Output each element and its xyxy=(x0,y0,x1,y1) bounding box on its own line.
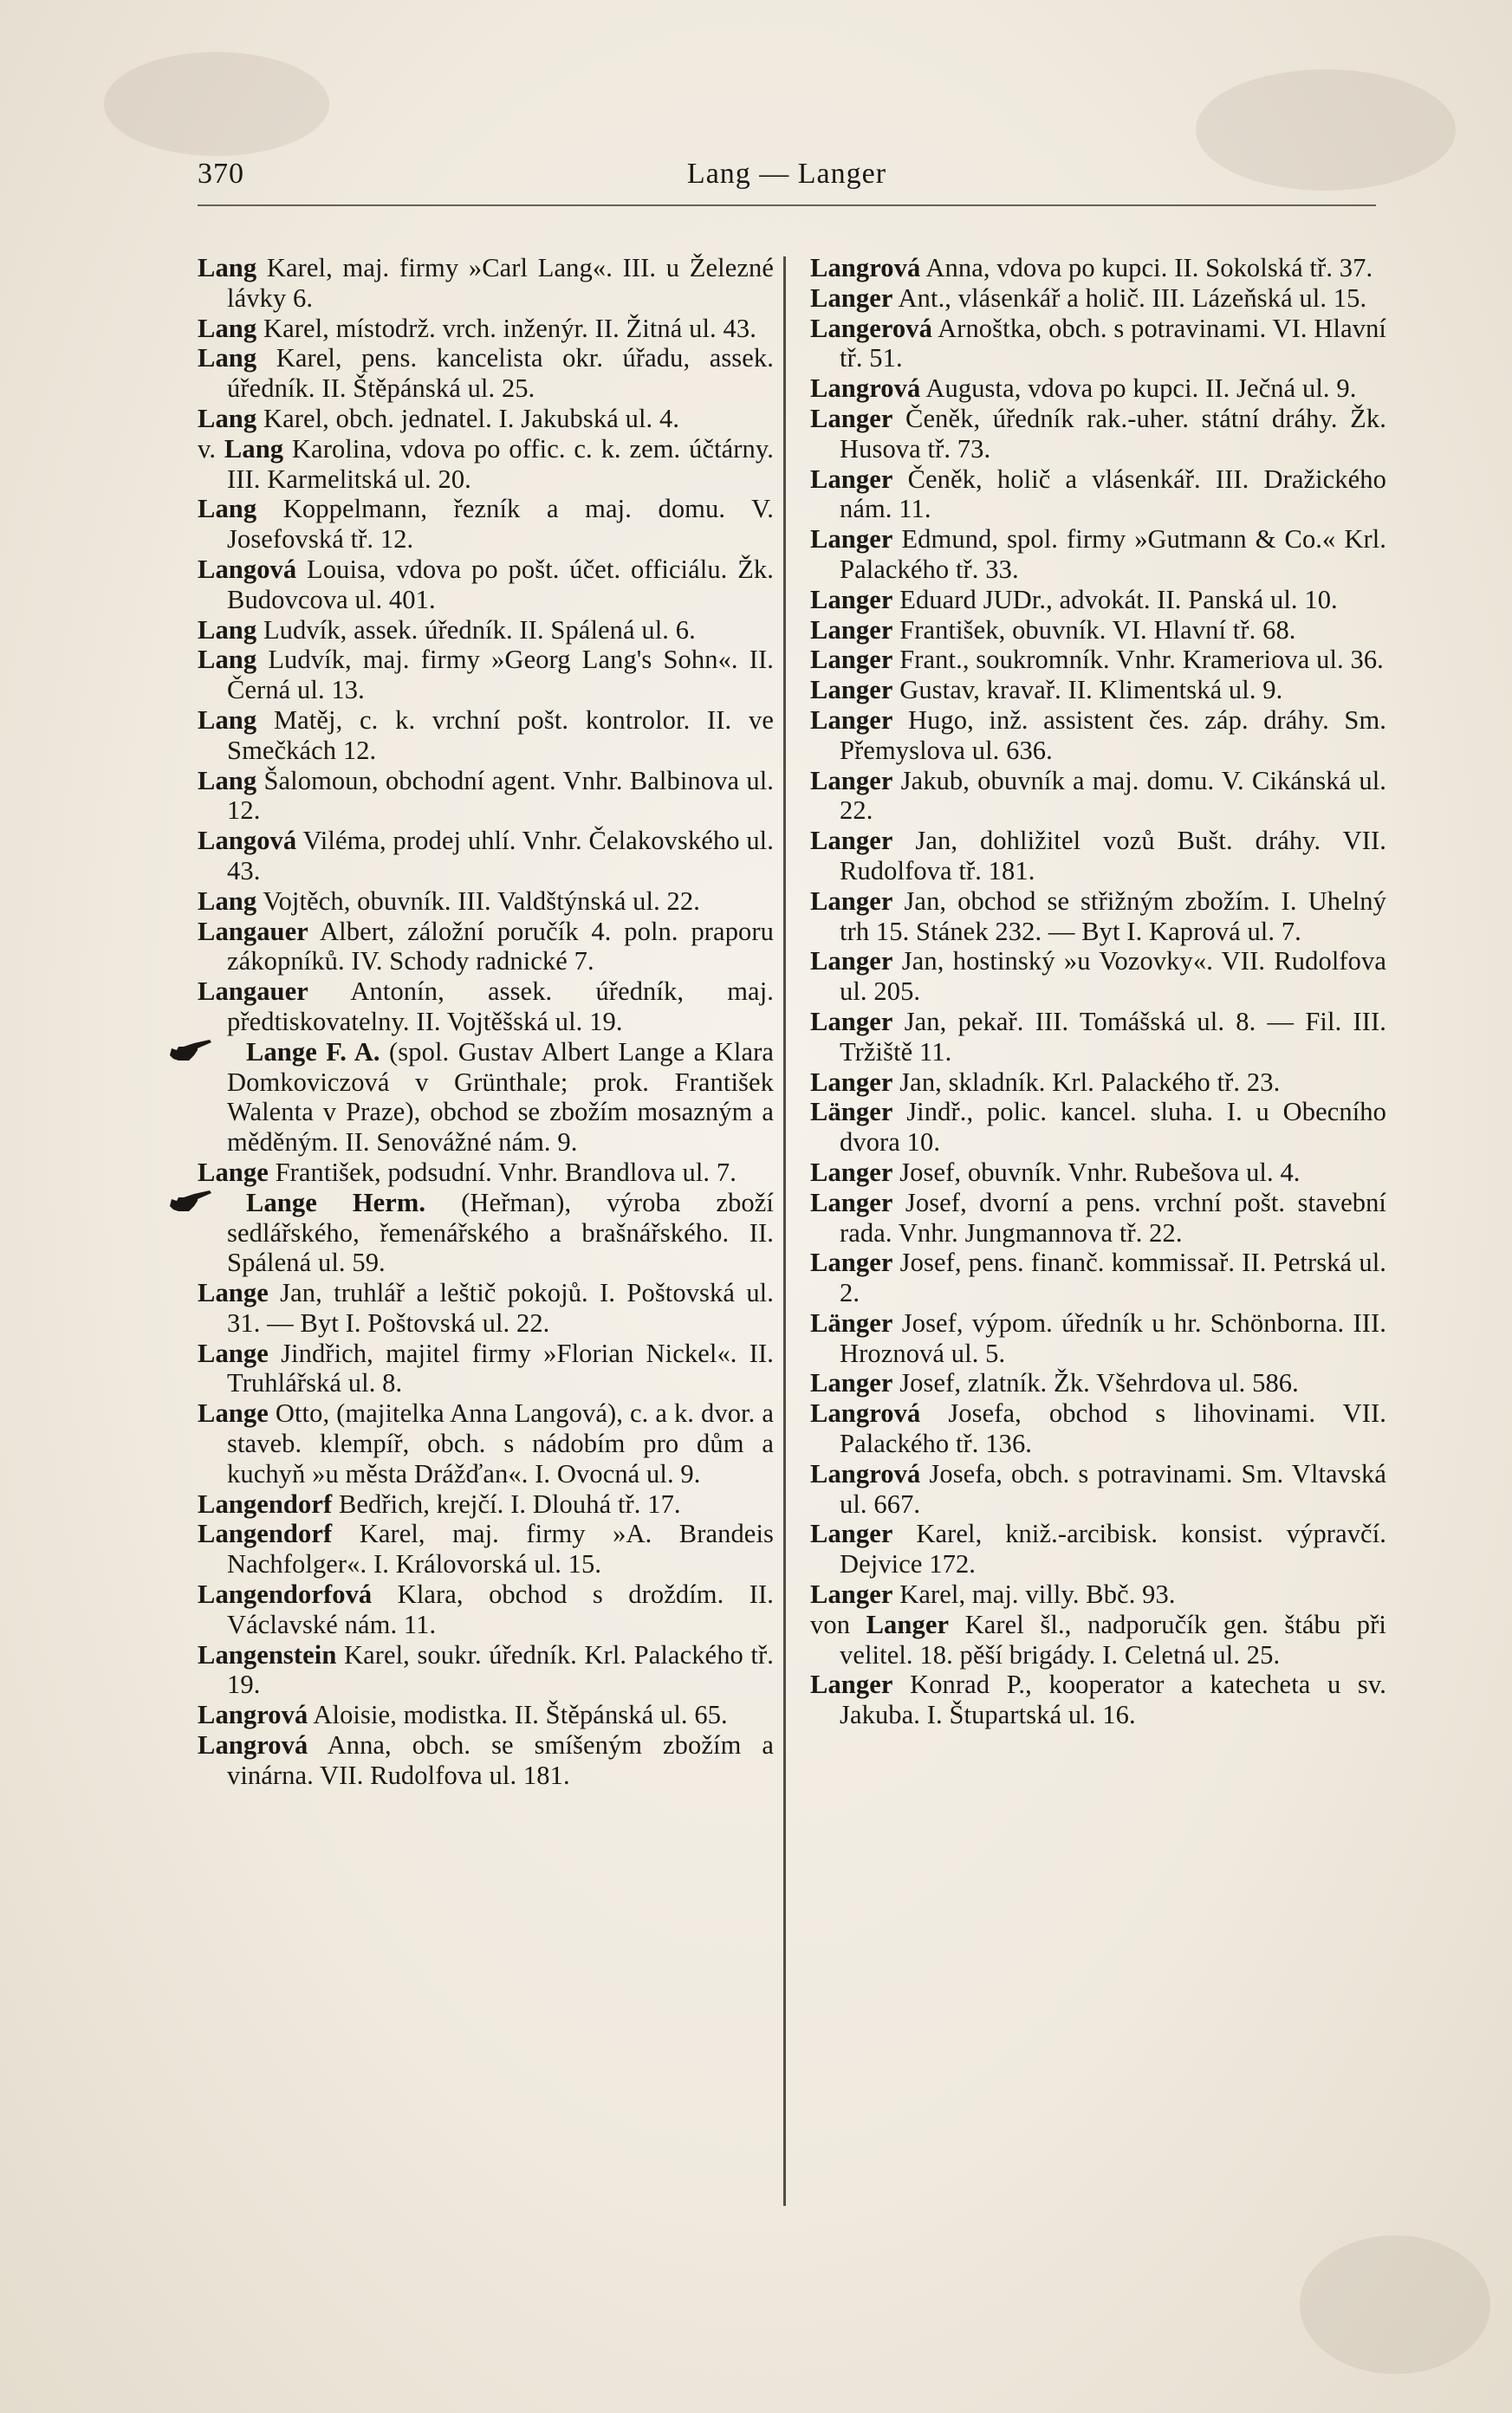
directory-entry xyxy=(198,645,774,705)
entry-surname: Langer xyxy=(810,765,893,795)
directory-entry xyxy=(198,1339,774,1399)
entry-surname: Langer xyxy=(810,464,893,494)
entry-surname: Langer xyxy=(810,826,893,856)
directory-entry xyxy=(810,766,1386,827)
directory-entry xyxy=(810,404,1386,464)
entry-details: Jindřich, majitel firmy »Florian Nickel«. II. Truhlářská ul. 8. xyxy=(227,1338,774,1398)
directory-entry xyxy=(810,524,1386,585)
pointing-hand-icon xyxy=(198,1189,243,1215)
entry-surname: Langerová xyxy=(810,313,932,343)
directory-entry xyxy=(810,1610,1386,1670)
directory-entry xyxy=(810,645,1386,675)
directory-entry xyxy=(198,343,774,404)
entry-details: Jindř., polic. kancel. sluha. I. u Obecního dvora 10. xyxy=(840,1097,1386,1158)
entry-surname: Langer xyxy=(810,704,893,735)
entry-details: Antonín, assek. úředník, maj. předtiskovatelny. II. Vojtěšská ul. 19. xyxy=(227,976,774,1036)
entry-surname: Lange xyxy=(198,1398,269,1429)
directory-entry xyxy=(810,1188,1386,1249)
page-header xyxy=(198,154,1376,198)
directory-entry xyxy=(810,1579,1386,1610)
entry-details: Frant., soukromník. Vnhr. Krameriova ul. 36. xyxy=(892,645,1384,675)
directory-entry xyxy=(810,1007,1386,1067)
directory-entry xyxy=(810,675,1386,705)
entry-details: Viléma, prodej uhlí. Vnhr. Čelakovského ul. 43. xyxy=(227,826,774,885)
entry-surname: Langer xyxy=(810,1248,893,1278)
entry-details: František, podsudní. Vnhr. Brandlova ul. 7. xyxy=(268,1157,737,1187)
directory-entry xyxy=(198,917,774,977)
directory-entry xyxy=(198,434,774,495)
directory-entry xyxy=(198,1730,774,1791)
entry-surname: Langer xyxy=(810,1187,893,1217)
directory-entry xyxy=(810,1459,1386,1520)
paper-stain xyxy=(104,52,329,156)
directory-entry xyxy=(198,1640,774,1701)
directory-entry xyxy=(198,1188,774,1278)
directory-entry xyxy=(198,826,774,886)
entry-surname: Langer xyxy=(810,282,893,313)
directory-entry xyxy=(198,404,774,434)
entry-details: Gustav, kravař. II. Klimentská ul. 9. xyxy=(892,675,1283,705)
entry-details: Karel, pens. kancelista okr. úřadu, assek. úředník. II. Štěpánská ul. 25. xyxy=(227,343,774,404)
entry-details: Jan, obchod se střižným zbožím. I. Uhelný trh 15. Stánek 232. — Byt I. Kaprová ul. 7. xyxy=(840,885,1386,946)
entry-details: Edmund, spol. firmy »Gutmann & Co.« Krl. Palackého tř. 33. xyxy=(840,524,1386,584)
directory-entry xyxy=(810,615,1386,645)
column-divider xyxy=(783,256,786,2206)
entry-details: Ludvík, assek. úředník. II. Spálená ul. 6. xyxy=(256,614,696,645)
directory-entry xyxy=(810,1368,1386,1398)
entry-details: Karel, obch. jednatel. I. Jakubská ul. 4. xyxy=(256,403,680,433)
entry-details: Karel, maj. villy. Bbč. 93. xyxy=(892,1579,1176,1610)
entry-surname: Langendorfová xyxy=(198,1579,373,1610)
entry-details: František, obuvník. VI. Hlavní tř. 68. xyxy=(892,614,1296,645)
entry-surname: Langer xyxy=(810,885,893,916)
entry-details: (spol. Gustav Albert Lange a Klara Domkoviczová v Grünthale; prok. František Walenta v Praze), obchod se zbožím mosazným a měděným. II. Senovážné nám. 9. xyxy=(227,1036,774,1158)
entry-surname: Lang xyxy=(198,313,257,343)
entry-surname: Langer xyxy=(810,584,893,614)
directory-entry xyxy=(198,705,774,766)
page-number: 370 xyxy=(198,158,244,190)
directory-entry xyxy=(810,826,1386,886)
entry-surname: Lang xyxy=(198,645,257,675)
entry-surname: Lang xyxy=(198,704,257,735)
entry-surname: Lange xyxy=(198,1278,269,1308)
directory-entry xyxy=(810,1670,1386,1730)
directory-entry xyxy=(810,946,1386,1007)
entry-details: Anna, obch. se smíšeným zbožím a vinárna. VII. Rudolfova ul. 181. xyxy=(227,1730,774,1790)
entry-surname: Langrová xyxy=(810,253,921,282)
entry-details: Jan, skladník. Krl. Palackého tř. 23. xyxy=(892,1067,1281,1097)
entry-details: Koppelmann, řezník a maj. domu. V. Josefovská tř. 12. xyxy=(227,494,774,555)
entry-surname: Langrová xyxy=(810,1398,921,1429)
entry-details: Ludvík, maj. firmy »Georg Lang's Sohn«. II. Černá ul. 13. xyxy=(227,645,774,705)
directory-entry xyxy=(810,1398,1386,1459)
directory-entry xyxy=(810,1158,1386,1188)
entry-prefix: v. xyxy=(198,433,224,464)
directory-entry xyxy=(810,373,1386,404)
directory-entry xyxy=(198,1278,774,1339)
entry-surname: Langer xyxy=(810,1157,893,1187)
directory-entry xyxy=(198,1037,774,1158)
entry-surname: Langauer xyxy=(198,976,308,1007)
entry-details: Jan, pekař. III. Tomášská ul. 8. — Fil. III. Tržiště 11. xyxy=(840,1006,1386,1067)
entry-details: Hugo, inž. assistent čes. záp. dráhy. Sm. Přemyslova ul. 636. xyxy=(840,704,1386,765)
entry-details: Konrad P., kooperator a katecheta u sv. Jakuba. I. Štupartská ul. 16. xyxy=(840,1670,1386,1730)
directory-entry xyxy=(810,1519,1386,1579)
entry-surname: Langer xyxy=(810,1067,893,1097)
entry-details: Klara, obchod s droždím. II. Václavské nám. 11. xyxy=(227,1579,774,1639)
entry-surname: Langer xyxy=(810,1519,893,1549)
directory-entry xyxy=(810,705,1386,766)
entry-details: Aloisie, modistka. II. Štěpánská ul. 65. xyxy=(308,1700,728,1730)
entry-details: Karel, maj. firmy »Carl Lang«. III. u Železné lávky 6. xyxy=(227,253,774,313)
paper-stain xyxy=(1300,2235,1490,2374)
entry-details: (Heřman), výroba zboží sedlářského, řemenářského a brašnářského. II. Spálená ul. 59. xyxy=(227,1187,774,1278)
entry-surname: Langenstein xyxy=(198,1639,337,1670)
entry-surname: Langer xyxy=(810,614,893,645)
directory-entry xyxy=(810,886,1386,947)
entry-surname: Langer xyxy=(810,675,893,705)
pointing-hand-icon xyxy=(198,1038,243,1064)
entry-surname: Langer xyxy=(810,524,893,555)
entry-surname: Lang xyxy=(224,433,284,464)
entry-details: Josef, výpom. úředník u hr. Schönborna. III. Hroznová ul. 5. xyxy=(840,1307,1386,1368)
entry-surname: Langová xyxy=(198,554,297,584)
directory-entry xyxy=(198,886,774,917)
directory-entry xyxy=(198,1158,774,1188)
entry-details: Šalomoun, obchodní agent. Vnhr. Balbinova ul. 12. xyxy=(227,765,774,826)
entry-details: Jan, dohližitel vozů Bušt. dráhy. VII. Rudolfova tř. 181. xyxy=(840,826,1386,885)
entry-surname: Langendorf xyxy=(198,1489,333,1519)
entry-details: Louisa, vdova po pošt. účet. officiálu. Žk. Budovcova ul. 401. xyxy=(227,554,774,614)
running-head: Lang — Langer xyxy=(686,158,887,190)
entry-surname: Langrová xyxy=(198,1700,308,1730)
left-column xyxy=(198,253,774,1791)
entry-details: Josef, dvorní a pens. vrchní pošt. stavební rada. Vnhr. Jungmannova tř. 22. xyxy=(840,1187,1386,1248)
entry-surname: Langendorf xyxy=(198,1519,333,1549)
entry-surname: Lang xyxy=(198,494,257,524)
header-rule xyxy=(198,204,1376,206)
entry-surname: Langrová xyxy=(198,1730,308,1761)
entry-surname: Lange xyxy=(198,1157,269,1187)
entry-prefix: von xyxy=(810,1609,866,1639)
entry-details: Augusta, vdova po kupci. II. Ječná ul. 9. xyxy=(920,373,1357,404)
entry-details: Karel šl., nadporučík gen. štábu při velitel. 18. pěší brigády. I. Celetná ul. 25. xyxy=(840,1609,1386,1670)
directory-columns xyxy=(198,253,1386,2220)
directory-entry xyxy=(810,464,1386,525)
entry-surname: Langrová xyxy=(810,373,921,404)
entry-surname: Langer xyxy=(810,645,893,675)
entry-details: Josef, obuvník. Vnhr. Rubešova ul. 4. xyxy=(892,1157,1301,1187)
entry-surname: Langer xyxy=(810,1670,893,1700)
entry-surname: Langer xyxy=(810,1579,893,1610)
right-column xyxy=(810,253,1386,1730)
entry-details: Jan, hostinský »u Vozovky«. VII. Rudolfova ul. 205. xyxy=(840,946,1386,1007)
entry-details: Eduard JUDr., advokát. II. Panská ul. 10. xyxy=(892,584,1338,614)
entry-details: Matěj, c. k. vrchní pošt. kontrolor. II. ve Smečkách 12. xyxy=(227,704,774,765)
directory-entry xyxy=(198,1489,774,1520)
directory-entry xyxy=(810,1248,1386,1308)
directory-entry xyxy=(198,253,774,314)
entry-surname: Langer xyxy=(810,1368,893,1398)
entry-details: Jan, truhlář a leštič pokojů. I. Poštovská ul. 31. — Byt I. Poštovská ul. 22. xyxy=(227,1278,774,1338)
directory-entry xyxy=(810,253,1386,283)
entry-surname: Länger xyxy=(810,1307,893,1338)
entry-surname: Lang xyxy=(198,885,257,916)
entry-details: Karel, kniž.-arcibisk. konsist. výpravčí. Dejvice 172. xyxy=(840,1519,1386,1579)
entry-details: Čeněk, úředník rak.-uher. státní dráhy. Žk. Husova tř. 73. xyxy=(840,403,1386,464)
entry-details: Karel, maj. firmy »A. Brandeis Nachfolger«. I. Královorská ul. 15. xyxy=(227,1519,774,1579)
entry-surname: Langer xyxy=(810,403,893,433)
entry-surname: Lang xyxy=(198,765,257,795)
entry-details: Josef, pens. finanč. kommissař. II. Petrská ul. 2. xyxy=(840,1248,1386,1308)
directory-entry xyxy=(198,314,774,344)
entry-details: Karel, místodrž. vrch. inženýr. II. Žitná ul. 43. xyxy=(256,313,756,343)
directory-entry xyxy=(198,1519,774,1579)
entry-details: Otto, (majitelka Anna Langová), c. a k. dvor. a staveb. klempíř, obch. s nádobím pro dům a kuchyň »u města Drážďan«. I. Ovocná ul. 9. xyxy=(227,1398,774,1489)
entry-surname: Lang xyxy=(198,614,257,645)
entry-details: Bedřich, krejčí. I. Dlouhá tř. 17. xyxy=(332,1489,681,1519)
directory-entry xyxy=(198,976,774,1037)
entry-details: Jakub, obuvník a maj. domu. V. Cikánská ul. 22. xyxy=(840,765,1386,826)
directory-entry xyxy=(198,494,774,555)
directory-entry xyxy=(198,766,774,827)
entry-surname: Länger xyxy=(810,1097,893,1127)
entry-surname: Langrová xyxy=(810,1458,921,1489)
entry-details: Karel, soukr. úředník. Krl. Palackého tř. 19. xyxy=(227,1639,774,1700)
entry-surname: Langer xyxy=(866,1609,950,1639)
directory-entry xyxy=(198,1398,774,1489)
entry-surname: Langauer xyxy=(198,916,308,946)
entry-surname: Lang xyxy=(198,253,257,282)
entry-details: Anna, vdova po kupci. II. Sokolská tř. 37. xyxy=(920,253,1373,282)
entry-details: Karolina, vdova po offic. c. k. zem. účtárny. III. Karmelitská ul. 20. xyxy=(227,433,774,494)
entry-surname: Lang xyxy=(198,343,257,373)
entry-details: Ant., vlásenkář a holič. III. Lázeňská ul. 15. xyxy=(892,282,1367,313)
directory-entry xyxy=(198,1579,774,1640)
entry-surname: Lange F. A. xyxy=(246,1036,380,1067)
entry-surname: Langová xyxy=(198,826,297,856)
entry-details: Čeněk, holič a vlásenkář. III. Dražického nám. 11. xyxy=(840,464,1386,524)
directory-entry xyxy=(810,1067,1386,1098)
entry-surname: Lang xyxy=(198,403,257,433)
entry-details: Josefa, obch. s potravinami. Sm. Vltavská ul. 667. xyxy=(840,1458,1386,1519)
entry-details: Arnoštka, obch. s potravinami. VI. Hlavní tř. 51. xyxy=(840,313,1386,373)
entry-details: Albert, záložní poručík 4. poln. praporu zákopníků. IV. Schody radnické 7. xyxy=(227,916,774,976)
directory-entry xyxy=(198,1700,774,1730)
directory-entry xyxy=(198,615,774,645)
directory-entry xyxy=(810,283,1386,314)
entry-surname: Lange xyxy=(198,1338,269,1368)
entry-surname: Lange Herm. xyxy=(246,1187,426,1217)
directory-entry xyxy=(810,1308,1386,1369)
directory-entry xyxy=(810,585,1386,615)
directory-entry xyxy=(810,314,1386,374)
directory-entry xyxy=(198,555,774,615)
directory-entry xyxy=(810,1097,1386,1158)
entry-details: Josef, zlatník. Žk. Všehrdova ul. 586. xyxy=(892,1368,1299,1398)
entry-surname: Langer xyxy=(810,1006,893,1036)
entry-surname: Langer xyxy=(810,946,893,976)
entry-details: Vojtěch, obuvník. III. Valdštýnská ul. 22. xyxy=(256,885,700,916)
entry-details: Josefa, obchod s lihovinami. VII. Palackého tř. 136. xyxy=(840,1398,1386,1459)
